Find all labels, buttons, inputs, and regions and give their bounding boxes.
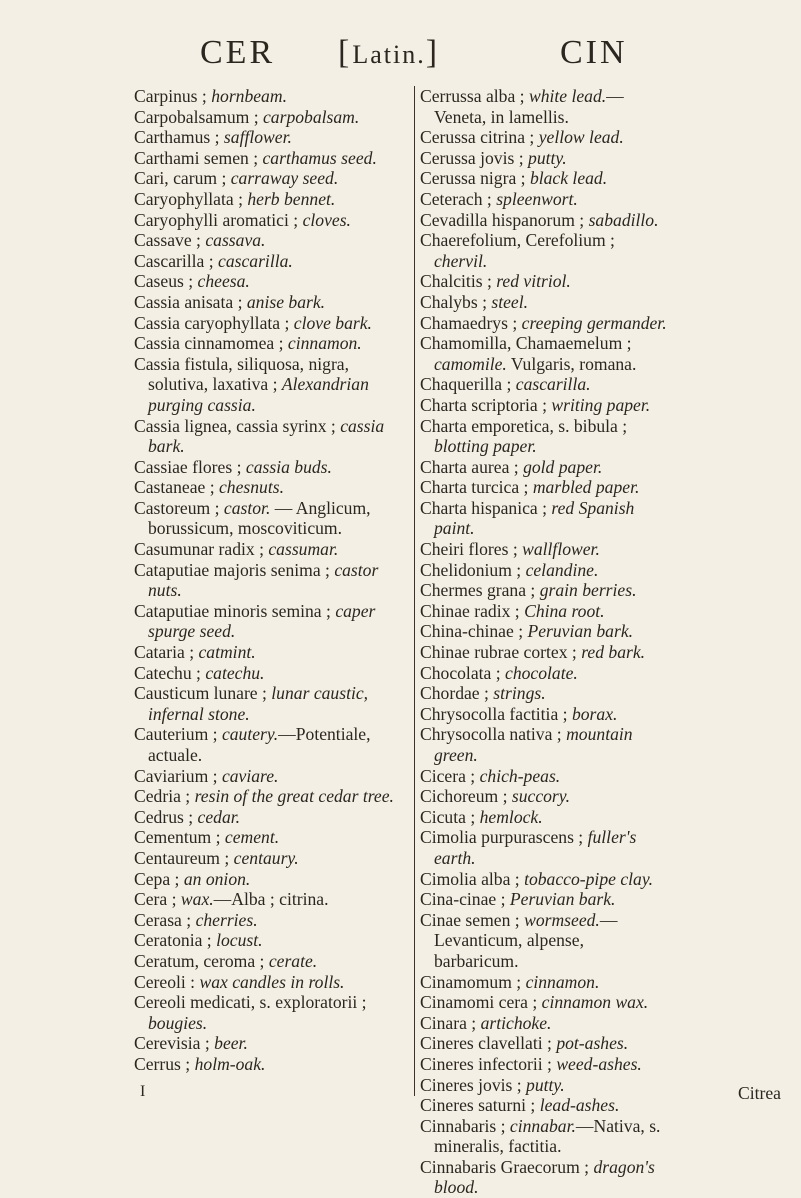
dictionary-entry <box>420 663 668 684</box>
english-gloss: cinnabar. <box>509 1115 576 1136</box>
english-gloss: marbled paper. <box>532 477 640 498</box>
english-gloss: carpobalsam. <box>263 106 360 127</box>
latin-term: Chamomilla, Chamaemelum ; <box>420 333 632 354</box>
latin-term: Charta emporetica, s. bibula ; <box>420 415 628 436</box>
dictionary-entry <box>420 1157 668 1198</box>
english-gloss: putty. <box>528 147 567 168</box>
dictionary-entry <box>420 1075 668 1096</box>
latin-term: Chamaedrys ; <box>420 312 522 333</box>
dictionary-entry <box>420 127 668 148</box>
english-gloss: hemlock. <box>479 806 543 827</box>
header-bracket-open: [ <box>338 34 353 71</box>
right-column <box>420 86 668 1198</box>
latin-term: Casumunar radix ; <box>134 539 269 560</box>
english-gloss: catmint. <box>198 642 256 663</box>
english-gloss: herb bennet. <box>247 188 336 209</box>
dictionary-entry <box>420 86 668 127</box>
dictionary-entry <box>134 354 406 416</box>
latin-term: Cerussa jovis ; <box>420 147 529 168</box>
latin-term: Cerussa nigra ; <box>420 168 530 189</box>
dictionary-entry <box>134 498 406 539</box>
english-gloss: cinnamon. <box>525 971 600 992</box>
dictionary-entry <box>134 107 406 128</box>
latin-term: Cassia fistula, siliquosa, nigra, solutiva, laxativa ; <box>134 353 350 395</box>
dictionary-entry <box>420 189 668 210</box>
entry-suffix: —Alba ; citrina. <box>213 889 329 910</box>
latin-term: Cina-cinae ; <box>420 889 510 910</box>
english-gloss: cedar. <box>197 806 241 827</box>
latin-term: Carpinus ; <box>134 86 212 106</box>
signature-mark: I <box>140 1083 146 1100</box>
dictionary-entry <box>420 1095 668 1116</box>
latin-term: Causticum lunare ; <box>134 683 272 704</box>
entry-suffix: —Levanticum, alpense, barbaricum. <box>434 909 618 971</box>
entry-suffix: —Potentiale, actuale. <box>148 724 371 765</box>
dictionary-entry <box>420 230 668 271</box>
latin-term: Castoreum ; <box>134 497 224 518</box>
dictionary-entry <box>420 210 668 231</box>
english-gloss: camomile. <box>434 353 507 374</box>
latin-term: Chocolata ; <box>420 662 506 683</box>
dictionary-entry <box>420 807 668 828</box>
latin-term: Cataputiae minoris semina ; <box>134 600 336 621</box>
dictionary-entry <box>420 313 668 334</box>
english-gloss: cinnamon wax. <box>541 992 649 1013</box>
dictionary-entry <box>134 910 406 931</box>
english-gloss: lead-ashes. <box>539 1095 620 1116</box>
dictionary-entry <box>134 601 406 642</box>
dictionary-entry <box>134 292 406 313</box>
dictionary-entry <box>420 704 668 725</box>
latin-term: Cinnabaris Graecorum ; <box>420 1156 594 1177</box>
dictionary-entry <box>134 313 406 334</box>
english-gloss: Alexandrian purging cassia. <box>148 374 369 415</box>
dictionary-entry <box>420 580 668 601</box>
dictionary-entry <box>420 601 668 622</box>
latin-term: Cineres infectorii ; <box>420 1053 557 1074</box>
latin-term: Chordae ; <box>420 683 494 704</box>
english-gloss: cascarilla. <box>515 374 591 395</box>
english-gloss: cassava. <box>205 230 266 251</box>
latin-term: Cassave ; <box>134 230 206 251</box>
latin-term: Chrysocolla factitia ; <box>420 703 572 724</box>
english-gloss: sabadillo. <box>588 209 659 230</box>
english-gloss: resin of the great cedar tree. <box>194 786 394 807</box>
dictionary-entry <box>420 786 668 807</box>
english-gloss: Peruvian bark. <box>509 889 616 910</box>
latin-term: Caviarium ; <box>134 765 222 786</box>
latin-term: Cerasa ; <box>134 909 196 930</box>
english-gloss: wax candles in rolls. <box>199 971 345 992</box>
latin-term: Chermes grana ; <box>420 580 540 601</box>
dictionary-entry <box>420 498 668 539</box>
latin-term: Chalybs ; <box>420 291 492 312</box>
dictionary-entry <box>420 1013 668 1034</box>
english-gloss: carraway seed. <box>230 168 339 189</box>
latin-term: Chrysocolla nativa ; <box>420 724 567 745</box>
latin-term: Chelidonium ; <box>420 559 526 580</box>
latin-term: Cineres jovis ; <box>420 1074 527 1095</box>
latin-term: Caryophyllata ; <box>134 188 248 209</box>
dictionary-entry <box>134 560 406 601</box>
dictionary-entry <box>134 972 406 993</box>
english-gloss: Peruvian bark. <box>527 621 634 642</box>
dictionary-entry <box>420 374 668 395</box>
dictionary-entry <box>420 539 668 560</box>
english-gloss: grain berries. <box>539 580 637 601</box>
dictionary-entry <box>134 766 406 787</box>
dictionary-entry <box>134 869 406 890</box>
english-gloss: castor. <box>223 497 271 518</box>
english-gloss: tobacco-pipe clay. <box>524 868 654 889</box>
dictionary-entry <box>134 663 406 684</box>
dictionary-entry <box>420 395 668 416</box>
dictionary-entry <box>134 539 406 560</box>
english-gloss: cassia buds. <box>245 456 332 477</box>
english-gloss: weed-ashes. <box>556 1053 642 1074</box>
running-header <box>0 28 801 78</box>
english-gloss: creeping germander. <box>521 312 667 333</box>
english-gloss: anise bark. <box>246 291 326 312</box>
dictionary-entry <box>420 271 668 292</box>
dictionary-entry <box>420 724 668 765</box>
latin-term: Cerevisia ; <box>134 1033 215 1054</box>
dictionary-entry <box>134 951 406 972</box>
latin-term: Ceterach ; <box>420 188 497 209</box>
english-gloss: cautery. <box>221 724 279 745</box>
dictionary-entry <box>134 333 406 354</box>
latin-term: Caryophylli aromatici ; <box>134 209 303 230</box>
latin-term: Charta aurea ; <box>420 456 524 477</box>
latin-term: Cascarilla ; <box>134 250 219 271</box>
english-gloss: caviare. <box>221 765 279 786</box>
dictionary-entry <box>420 889 668 910</box>
left-column <box>134 86 406 1075</box>
latin-term: Chinae radix ; <box>420 600 525 621</box>
dictionary-entry <box>134 477 406 498</box>
english-gloss: putty. <box>526 1074 565 1095</box>
english-gloss: lunar caustic, infernal stone. <box>148 683 369 724</box>
english-gloss: celandine. <box>525 559 599 580</box>
dictionary-entry <box>134 148 406 169</box>
english-gloss: holm-oak. <box>194 1053 266 1074</box>
english-gloss: spleenwort. <box>496 188 578 209</box>
english-gloss: gold paper. <box>523 456 603 477</box>
english-gloss: cloves. <box>302 209 351 230</box>
english-gloss: chocolate. <box>505 662 578 683</box>
english-gloss: safflower. <box>223 127 292 148</box>
catchword: Citrea <box>738 1083 781 1103</box>
latin-term: Cedrus ; <box>134 806 198 827</box>
english-gloss: cassia bark. <box>148 415 385 457</box>
dictionary-entry <box>134 1054 406 1075</box>
dictionary-entry <box>134 786 406 807</box>
latin-term: Cereoli : <box>134 971 200 992</box>
dictionary-entry <box>420 292 668 313</box>
latin-term: Cepa ; <box>134 868 184 889</box>
latin-term: Charta hispanica ; <box>420 497 552 518</box>
latin-term: Cinamomi cera ; <box>420 992 542 1013</box>
english-gloss: fuller's earth. <box>434 827 637 868</box>
latin-term: Cera ; <box>134 889 181 910</box>
english-gloss: bougies. <box>148 1012 208 1033</box>
english-gloss: carthamus seed. <box>262 147 377 168</box>
latin-term: Cinamomum ; <box>420 971 526 992</box>
dictionary-entry <box>420 827 668 868</box>
dictionary-entry <box>134 724 406 765</box>
english-gloss: red Spanish paint. <box>434 497 635 539</box>
dictionary-entry <box>420 560 668 581</box>
latin-term: Chaquerilla ; <box>420 374 516 395</box>
english-gloss: artichoke. <box>480 1012 552 1033</box>
english-gloss: cassumar. <box>268 539 339 560</box>
latin-term: Cineres clavellati ; <box>420 1033 557 1054</box>
latin-term: Cichoreum ; <box>420 786 512 807</box>
dictionary-entry <box>420 148 668 169</box>
english-gloss: castor nuts. <box>148 559 379 601</box>
latin-term: Centaureum ; <box>134 847 234 868</box>
latin-term: Cerrus ; <box>134 1053 195 1074</box>
dictionary-entry <box>420 642 668 663</box>
english-gloss: mountain green. <box>434 724 633 765</box>
latin-term: Castaneae ; <box>134 477 219 498</box>
english-gloss: red vitriol. <box>496 271 571 292</box>
dictionary-entry <box>134 210 406 231</box>
latin-term: Cimolia alba ; <box>420 868 525 889</box>
dictionary-entry <box>420 621 668 642</box>
latin-term: Cimolia purpurascens ; <box>420 827 588 848</box>
dictionary-entry <box>420 333 668 374</box>
latin-term: Charta turcica ; <box>420 477 533 498</box>
dictionary-entry <box>420 477 668 498</box>
english-gloss: yellow lead. <box>538 127 624 148</box>
entry-suffix: Vulgaris, romana. <box>506 353 637 374</box>
dictionary-entry <box>420 1033 668 1054</box>
dictionary-entry <box>420 992 668 1013</box>
english-gloss: beer. <box>214 1033 248 1054</box>
english-gloss: writing paper. <box>551 394 651 415</box>
english-gloss: strings. <box>493 683 546 704</box>
latin-term: Cassia caryophyllata ; <box>134 312 294 333</box>
english-gloss: succory. <box>511 786 571 807</box>
dictionary-entry <box>420 869 668 890</box>
dictionary-entry <box>134 992 406 1033</box>
english-gloss: an onion. <box>183 868 251 889</box>
latin-term: Cassia cinnamomea ; <box>134 333 288 354</box>
dictionary-entry <box>134 127 406 148</box>
latin-term: Caseus ; <box>134 271 198 292</box>
dictionary-entry <box>134 1033 406 1054</box>
latin-term: Cassia anisata ; <box>134 291 247 312</box>
dictionary-entry <box>420 972 668 993</box>
latin-term: Cinae semen ; <box>420 909 525 930</box>
english-gloss: cement. <box>224 827 280 848</box>
latin-term: Cinnabaris ; <box>420 1115 510 1136</box>
latin-term: Cicuta ; <box>420 806 480 827</box>
english-gloss: centaury. <box>233 847 299 868</box>
dictionary-entry <box>134 271 406 292</box>
dictionary-entry <box>134 683 406 724</box>
header-center <box>338 34 440 72</box>
latin-term: Cereoli medicati, s. exploratorii ; <box>134 992 367 1013</box>
english-gloss: cherries. <box>195 909 258 930</box>
latin-term: Carthamus ; <box>134 127 224 148</box>
latin-term: Cassiae flores ; <box>134 456 246 477</box>
latin-term: China-chinae ; <box>420 621 528 642</box>
dictionary-entry <box>134 827 406 848</box>
english-gloss: catechu. <box>205 662 265 683</box>
english-gloss: cheesa. <box>197 271 250 292</box>
latin-term: Charta scriptoria ; <box>420 394 552 415</box>
latin-term: Cineres saturni ; <box>420 1095 540 1116</box>
english-gloss: red bark. <box>581 642 646 663</box>
latin-term: Cedria ; <box>134 786 195 807</box>
latin-term: Chalcitis ; <box>420 271 497 292</box>
dictionary-entry <box>134 642 406 663</box>
english-gloss: dragon's blood. <box>434 1156 655 1198</box>
dictionary-entry <box>134 930 406 951</box>
header-right: CIN <box>560 34 628 71</box>
latin-term: Cementum ; <box>134 827 225 848</box>
dictionary-entry <box>420 168 668 189</box>
header-latin: Latin. <box>352 40 426 69</box>
header-bracket-close: ] <box>425 34 441 71</box>
latin-term: Chaerefolium, Cerefolium ; <box>420 230 615 251</box>
english-gloss: locust. <box>216 930 263 951</box>
english-gloss: chesnuts. <box>219 477 284 498</box>
english-gloss: black lead. <box>529 168 608 189</box>
dictionary-entry <box>134 889 406 910</box>
english-gloss: hornbeam. <box>211 86 287 106</box>
latin-term: Cari, carum ; <box>134 168 231 189</box>
dictionary-entry <box>134 416 406 457</box>
dictionary-entry <box>420 766 668 787</box>
english-gloss: wormseed. <box>524 909 600 930</box>
entry-suffix: — Anglicum, borussicum, moscoviticum. <box>148 497 371 539</box>
dictionary-entry <box>134 457 406 478</box>
dictionary-entry <box>134 189 406 210</box>
dictionary-entry <box>134 251 406 272</box>
english-gloss: cascarilla. <box>218 250 293 271</box>
dictionary-entry <box>134 848 406 869</box>
latin-term: Cassia lignea, cassia syrinx ; <box>134 415 341 436</box>
english-gloss: China root. <box>524 600 605 621</box>
english-gloss: pot-ashes. <box>556 1033 629 1054</box>
entry-suffix: —Veneta, in lamellis. <box>434 86 624 127</box>
latin-term: Chinae rubrae cortex ; <box>420 642 582 663</box>
english-gloss: chich-peas. <box>479 765 561 786</box>
dictionary-entry <box>420 683 668 704</box>
english-gloss: wallflower. <box>522 539 600 560</box>
english-gloss: wax. <box>180 889 214 910</box>
latin-term: Carpobalsamum ; <box>134 106 263 127</box>
english-gloss: chervil. <box>434 250 488 271</box>
english-gloss: steel. <box>491 291 528 312</box>
dictionary-entry <box>134 168 406 189</box>
dictionary-entry <box>420 416 668 457</box>
english-gloss: white lead. <box>528 86 607 106</box>
dictionary-entry <box>420 1054 668 1075</box>
english-gloss: clove bark. <box>293 312 372 333</box>
latin-term: Cataria ; <box>134 642 199 663</box>
latin-term: Ceratum, ceroma ; <box>134 950 269 971</box>
latin-term: Ceratonia ; <box>134 930 217 951</box>
dictionary-entry <box>420 1116 668 1157</box>
latin-term: Cicera ; <box>420 765 480 786</box>
english-gloss: caper spurge seed. <box>148 600 376 642</box>
latin-term: Cauterium ; <box>134 724 222 745</box>
latin-term: Cerrussa alba ; <box>420 86 529 106</box>
latin-term: Cataputiae majoris senima ; <box>134 559 335 580</box>
dictionary-entry <box>134 86 406 107</box>
entry-suffix: —Nativa, s. mineralis, factitia. <box>434 1115 661 1157</box>
dictionary-entry <box>420 910 668 972</box>
latin-term: Catechu ; <box>134 662 206 683</box>
latin-term: Cinara ; <box>420 1012 481 1033</box>
dictionary-entry <box>134 807 406 828</box>
english-gloss: cerate. <box>268 950 318 971</box>
english-gloss: cinnamon. <box>287 333 362 354</box>
english-gloss: blotting paper. <box>434 436 537 457</box>
header-left: CER <box>200 34 276 71</box>
dictionary-entry <box>134 230 406 251</box>
latin-term: Cerussa citrina ; <box>420 127 539 148</box>
latin-term: Cevadilla hispanorum ; <box>420 209 589 230</box>
column-divider <box>414 86 415 1096</box>
english-gloss: borax. <box>571 703 618 724</box>
dictionary-entry <box>420 457 668 478</box>
latin-term: Cheiri flores ; <box>420 539 523 560</box>
latin-term: Carthami semen ; <box>134 147 263 168</box>
